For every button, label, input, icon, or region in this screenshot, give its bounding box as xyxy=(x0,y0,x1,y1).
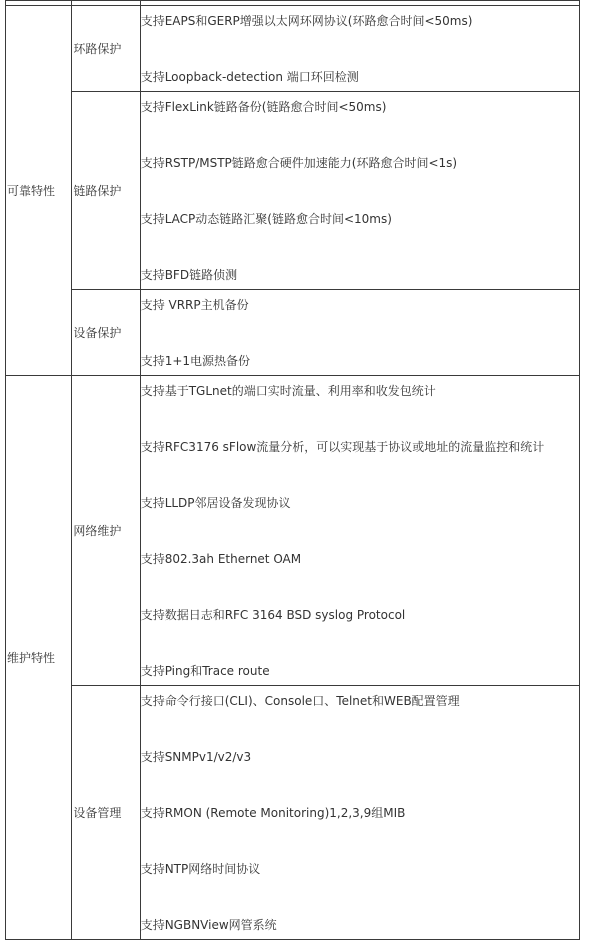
feature-item: 支持BFD链路侦测 xyxy=(140,268,238,282)
table-row xyxy=(6,376,580,686)
items-cell xyxy=(140,290,579,376)
items-cell xyxy=(140,92,579,290)
feature-item: 支持EAPS和GERP增强以太网环网协议(环路愈合时间<50ms) xyxy=(140,14,473,28)
feature-item: 支持LLDP邻居设备发现协议 xyxy=(140,496,291,510)
subgroup-cell-network-maintenance xyxy=(72,376,140,686)
feature-item: 支持802.3ah Ethernet OAM xyxy=(140,552,302,566)
subgroup-label: 链路保护 xyxy=(73,183,122,198)
group-label: 维护特性 xyxy=(7,650,56,665)
feature-item: 支持NTP网络时间协议 xyxy=(140,862,261,876)
group-cell-maintenance xyxy=(6,376,72,940)
items-cell xyxy=(140,376,579,686)
feature-item: 支持Loopback-detection 端口环回检测 xyxy=(140,70,359,84)
subgroup-cell-loop-protection xyxy=(72,6,140,92)
subgroup-cell-link-protection xyxy=(72,92,140,290)
subgroup-label: 网络维护 xyxy=(73,523,122,538)
table-row xyxy=(6,6,580,92)
feature-item: 支持FlexLink链路备份(链路愈合时间<50ms) xyxy=(140,100,387,114)
feature-item: 支持RFC3176 sFlow流量分析，可以实现基于协议或地址的流量监控和统计 xyxy=(140,440,545,454)
table-row xyxy=(6,92,580,290)
group-label: 可靠特性 xyxy=(7,183,56,198)
feature-item: 支持LACP动态链路汇聚(链路愈合时间<10ms) xyxy=(140,212,392,226)
table-row xyxy=(6,290,580,376)
feature-item: 支持RMON (Remote Monitoring)1,2,3,9组MIB xyxy=(140,806,406,820)
spec-table xyxy=(5,0,580,940)
feature-item: 支持数据日志和RFC 3164 BSD syslog Protocol xyxy=(140,608,406,622)
feature-item: 支持基于TGLnet的端口实时流量、利用率和收发包统计 xyxy=(140,384,436,398)
subgroup-label: 设备管理 xyxy=(73,805,122,820)
subgroup-cell-device-protection xyxy=(72,290,140,376)
subgroup-label: 设备保护 xyxy=(73,325,122,340)
items-cell xyxy=(140,6,579,92)
feature-item: 支持1+1电源热备份 xyxy=(140,354,251,368)
spec-table-body xyxy=(6,1,580,940)
subgroup-cell-device-management xyxy=(72,686,140,940)
feature-item: 支持 VRRP主机备份 xyxy=(140,298,249,312)
subgroup-label: 环路保护 xyxy=(73,41,122,56)
group-cell-reliability xyxy=(6,6,72,376)
feature-item: 支持命令行接口(CLI)、Console口、Telnet和WEB配置管理 xyxy=(140,694,460,708)
feature-item: 支持RSTP/MSTP链路愈合硬件加速能力(环路愈合时间<1s) xyxy=(140,156,458,170)
table-row xyxy=(6,686,580,940)
feature-item: 支持NGBNView网管系统 xyxy=(140,918,277,932)
feature-item: 支持Ping和Trace route xyxy=(140,664,270,678)
items-cell xyxy=(140,686,579,940)
feature-item: 支持SNMPv1/v2/v3 xyxy=(140,750,252,764)
